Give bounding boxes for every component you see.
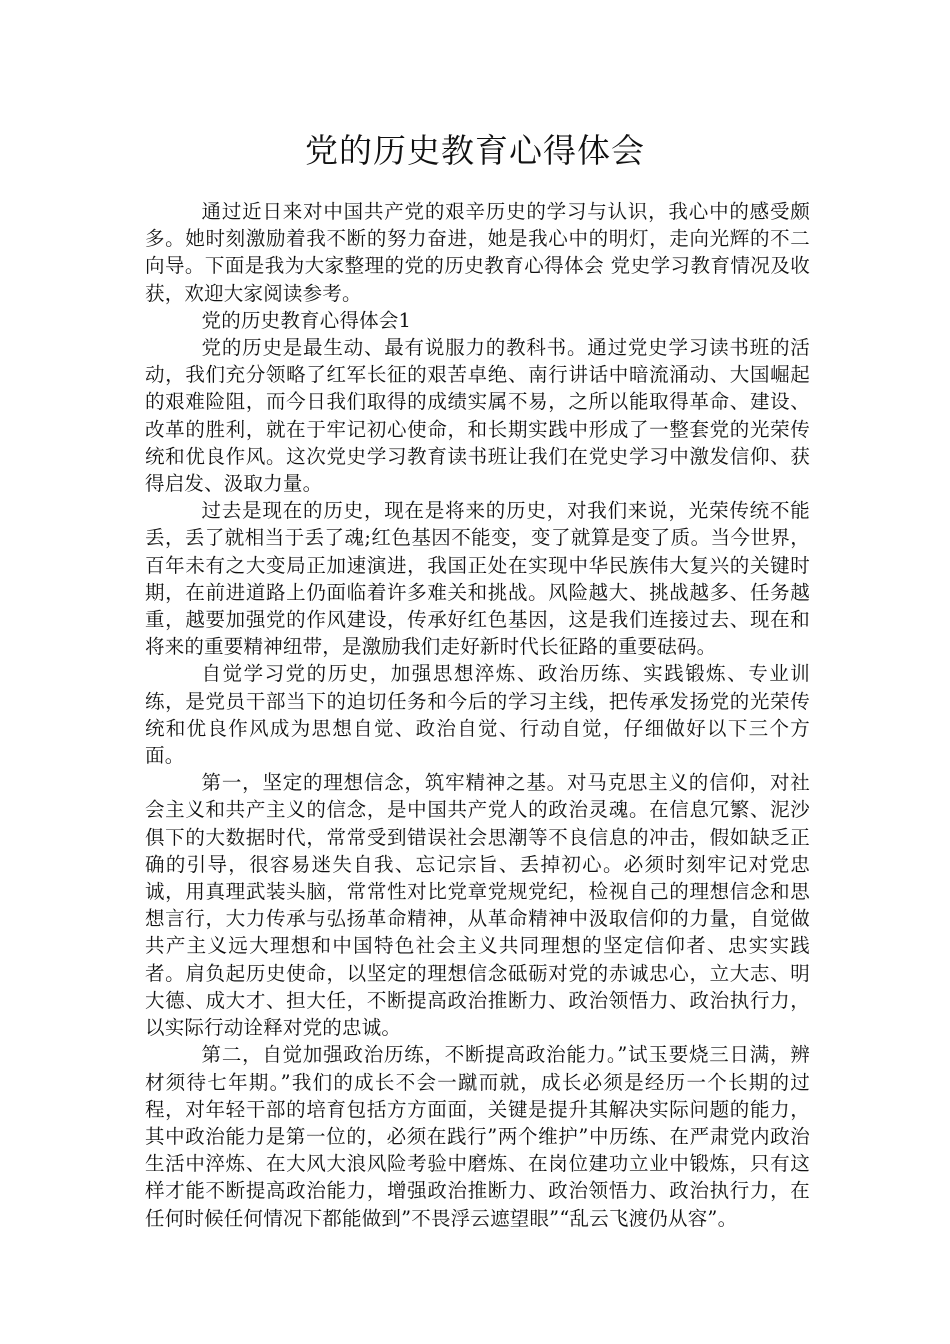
- intro-paragraph: 通过近日来对中国共产党的艰辛历史的学习与认识，我心中的感受颇多。她时刻激励着我不断的努力奋进，她是我心中的明灯，走向光辉的不二向导。下面是我为大家整理的党的历史教育心得体会 党史学习教育情况及收获，欢迎大家阅读参考。: [145, 200, 810, 305]
- section-heading: 党的历史教育心得体会1: [201, 308, 412, 332]
- document-title: 党的历史教育心得体会: [305, 131, 645, 170]
- document-body: [145, 198, 810, 1232]
- body-paragraph: 第一，坚定的理想信念，筑牢精神之基。对马克思主义的信仰，对社会主义和共产主义的信念，是中国共产党人的政治灵魂。在信息冗繁、泥沙俱下的大数据时代，常常受到错误社会思潮等不良信息的冲击，假如缺乏正确的引导，很容易迷失自我、忘记宗旨、丢掉初心。必须时刻牢记对党忠诚，用真理武装头脑，常常性对比党章党规党纪，检视自己的理想信念和思想言行，大力传承与弘扬革命精神，从革命精神中汲取信仰的力量，自觉做共产主义远大理想和中国特色社会主义共同理想的坚定信仰者、忠实实践者。肩负起历史使命，以坚定的理想信念砥砺对党的赤诚忠心，立大志、明大德、成大才、担大任，不断提高政治推断力、政治领悟力、政治执行力，以实际行动诠释对党的忠诚。: [145, 771, 810, 1040]
- body-paragraph: 过去是现在的历史，现在是将来的历史，对我们来说，光荣传统不能丢，丢了就相当于丢了魂;红色基因不能变，变了就算是变了质。当今世界，百年未有之大变局正加速演进，我国正处在实现中华民族伟大复兴的关键时期，在前进道路上仍面临着许多难关和挑战。风险越大、挑战越多、任务越重，越要加强党的作风建设，传承好红色基因，这是我们连接过去、现在和将来的重要精神纽带，是激励我们走好新时代长征路的重要砝码。: [145, 499, 810, 659]
- body-paragraph: 自觉学习党的历史，加强思想淬炼、政治历练、实践锻炼、专业训练，是党员干部当下的迫切任务和今后的学习主线，把传承发扬党的光荣传统和优良作风成为思想自觉、政治自觉、行动自觉，仔细做好以下三个方面。: [145, 662, 810, 768]
- body-paragraph: 党的历史是最生动、最有说服力的教科书。通过党史学习读书班的活动，我们充分领略了红军长征的艰苦卓绝、南行讲话中暗流涌动、大国崛起的艰难险阻，而今日我们取得的成绩实属不易，之所以能取得革命、建设、改革的胜利，就在于牢记初心使命，和长期实践中形成了一整套党的光荣传统和优良作风。这次党史学习教育读书班让我们在党史学习中激发信仰、获得启发、汲取力量。: [145, 336, 810, 496]
- body-paragraph: 第二，自觉加强政治历练，不断提高政治能力。”试玉要烧三日满，辨材须待七年期。”我们的成长不会一蹴而就，成长必须是经历一个长期的过程，对年轻干部的培育包括方方面面，关键是提升其解决实际问题的能力，其中政治能力是第一位的，必须在践行”两个维护”中历练、在严肃党内政治生活中淬炼、在大风大浪风险考验中磨炼、在岗位建功立业中锻炼，只有这样才能不断提高政治能力，增强政治推断力、政治领悟力、政治执行力，在任何时候任何情况下都能做到”不畏浮云遮望眼”“乱云飞渡仍从容”。: [145, 1043, 810, 1230]
